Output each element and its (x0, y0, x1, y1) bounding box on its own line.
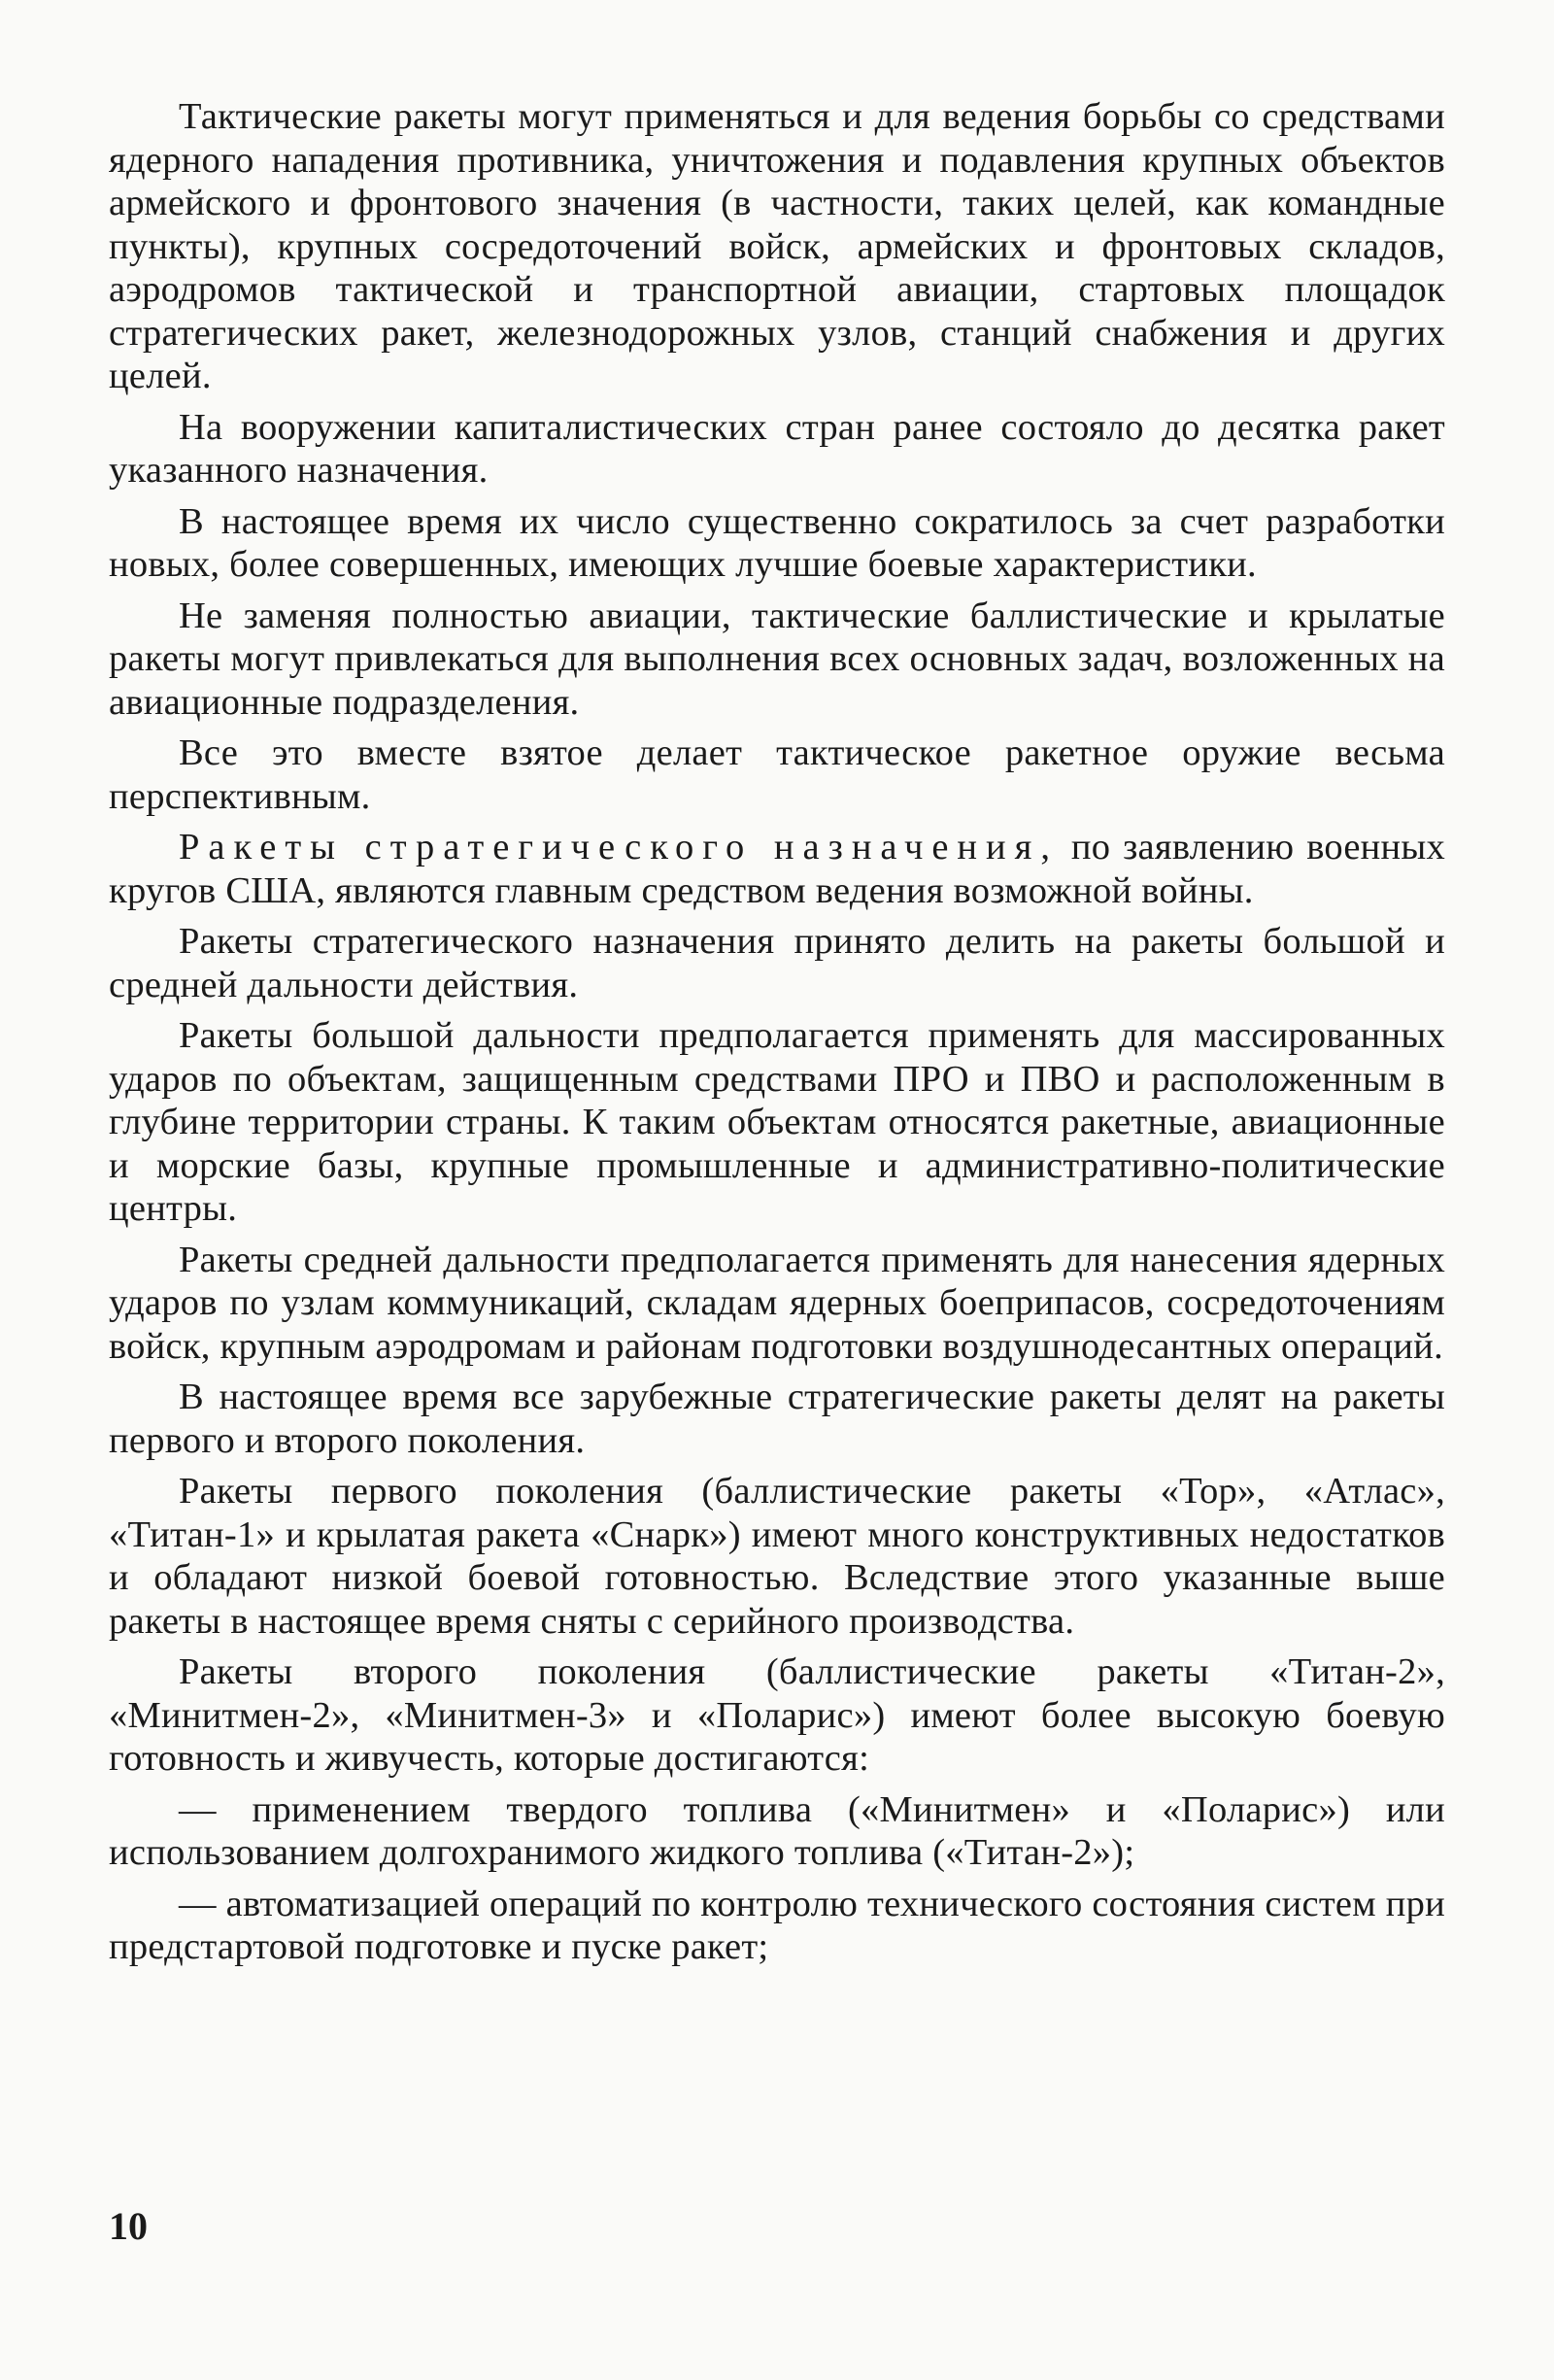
emphasis-strategic-missiles: Ракеты стратегического назначения, (179, 827, 1059, 867)
paragraph-13-list-item: — применением твердого топлива («Минитмен» и «Поларис») или использованием долгохранимого жидкого топлива («Титан-2»); (109, 1788, 1445, 1873)
paragraph-7: Ракеты стратегического назначения принято делить на ракеты большой и средней дальности действия. (109, 921, 1445, 1005)
paragraph-8: Ракеты большой дальности предполагается применять для массированных ударов по объектам, защищенным средствами ПРО и ПВО и расположенным в глубине территории страны. К таким объектам относятся ракетные, авиационные и морские базы, крупные промышленные и административно-политические центры. (109, 1015, 1445, 1229)
paragraph-11: Ракеты первого поколения (баллистические ракеты «Тор», «Атлас», «Титан-1» и крылатая ракета «Снарк») имеют много конструктивных недостатков и обладают низкой боевой готовностью. Вследствие этого указанные выше ракеты в настоящее время сняты с серийного производства. (109, 1471, 1445, 1642)
paragraph-12: Ракеты второго поколения (баллистические ракеты «Титан-2», «Минитмен-2», «Минитмен-3» и «Поларис») имеют более высокую боевую готовность и живучесть, которые достигаются: (109, 1651, 1445, 1779)
paragraph-14-list-item: — автоматизацией операций по контролю технического состояния систем при предстартовой подготовке и пуске ракет; (109, 1883, 1445, 1967)
paragraph-3: В настоящее время их число существенно сократилось за счет разработки новых, более совершенных, имеющих лучшие боевые характеристики. (109, 500, 1445, 585)
paragraph-5: Все это вместе взятое делает тактическое ракетное оружие весьма перспективным. (109, 732, 1445, 817)
paragraph-6 (109, 826, 1445, 912)
paragraph-4: Не заменяя полностью авиации, тактические баллистические и крылатые ракеты могут привлекаться для выполнения всех основных задач, возложенных на авиационные подразделения. (109, 595, 1445, 723)
page-body (109, 95, 1445, 1977)
paragraph-1: Тактические ракеты могут применяться и для ведения борьбы со средствами ядерного нападения противника, уничтожения и подавления крупных объектов армейского и фронтового значения (в частности, таких целей, как командные пункты), крупных сосредоточений войск, армейских и фронтовых складов, аэродромов тактической и транспортной авиации, стартовых площадок стратегических ракет, железнодорожных узлов, станций снабжения и других целей. (109, 96, 1445, 396)
paragraph-2: На вооружении капиталистических стран ранее состояло до десятка ракет указанного назначения. (109, 406, 1445, 491)
paragraph-6-text: по заявлению военных кругов США, являются главным средством ведения возможной войны. (109, 827, 1445, 911)
page-number: 10 (109, 2204, 148, 2248)
paragraph-9: Ракеты средней дальности предполагается применять для нанесения ядерных ударов по узлам коммуникаций, складам ядерных боеприпасов, сосредоточениям войск, крупным аэродромам и районам подготовки воздушнодесантных операций. (109, 1239, 1445, 1367)
paragraph-10: В настоящее время все зарубежные стратегические ракеты делят на ракеты первого и второго поколения. (109, 1377, 1445, 1461)
